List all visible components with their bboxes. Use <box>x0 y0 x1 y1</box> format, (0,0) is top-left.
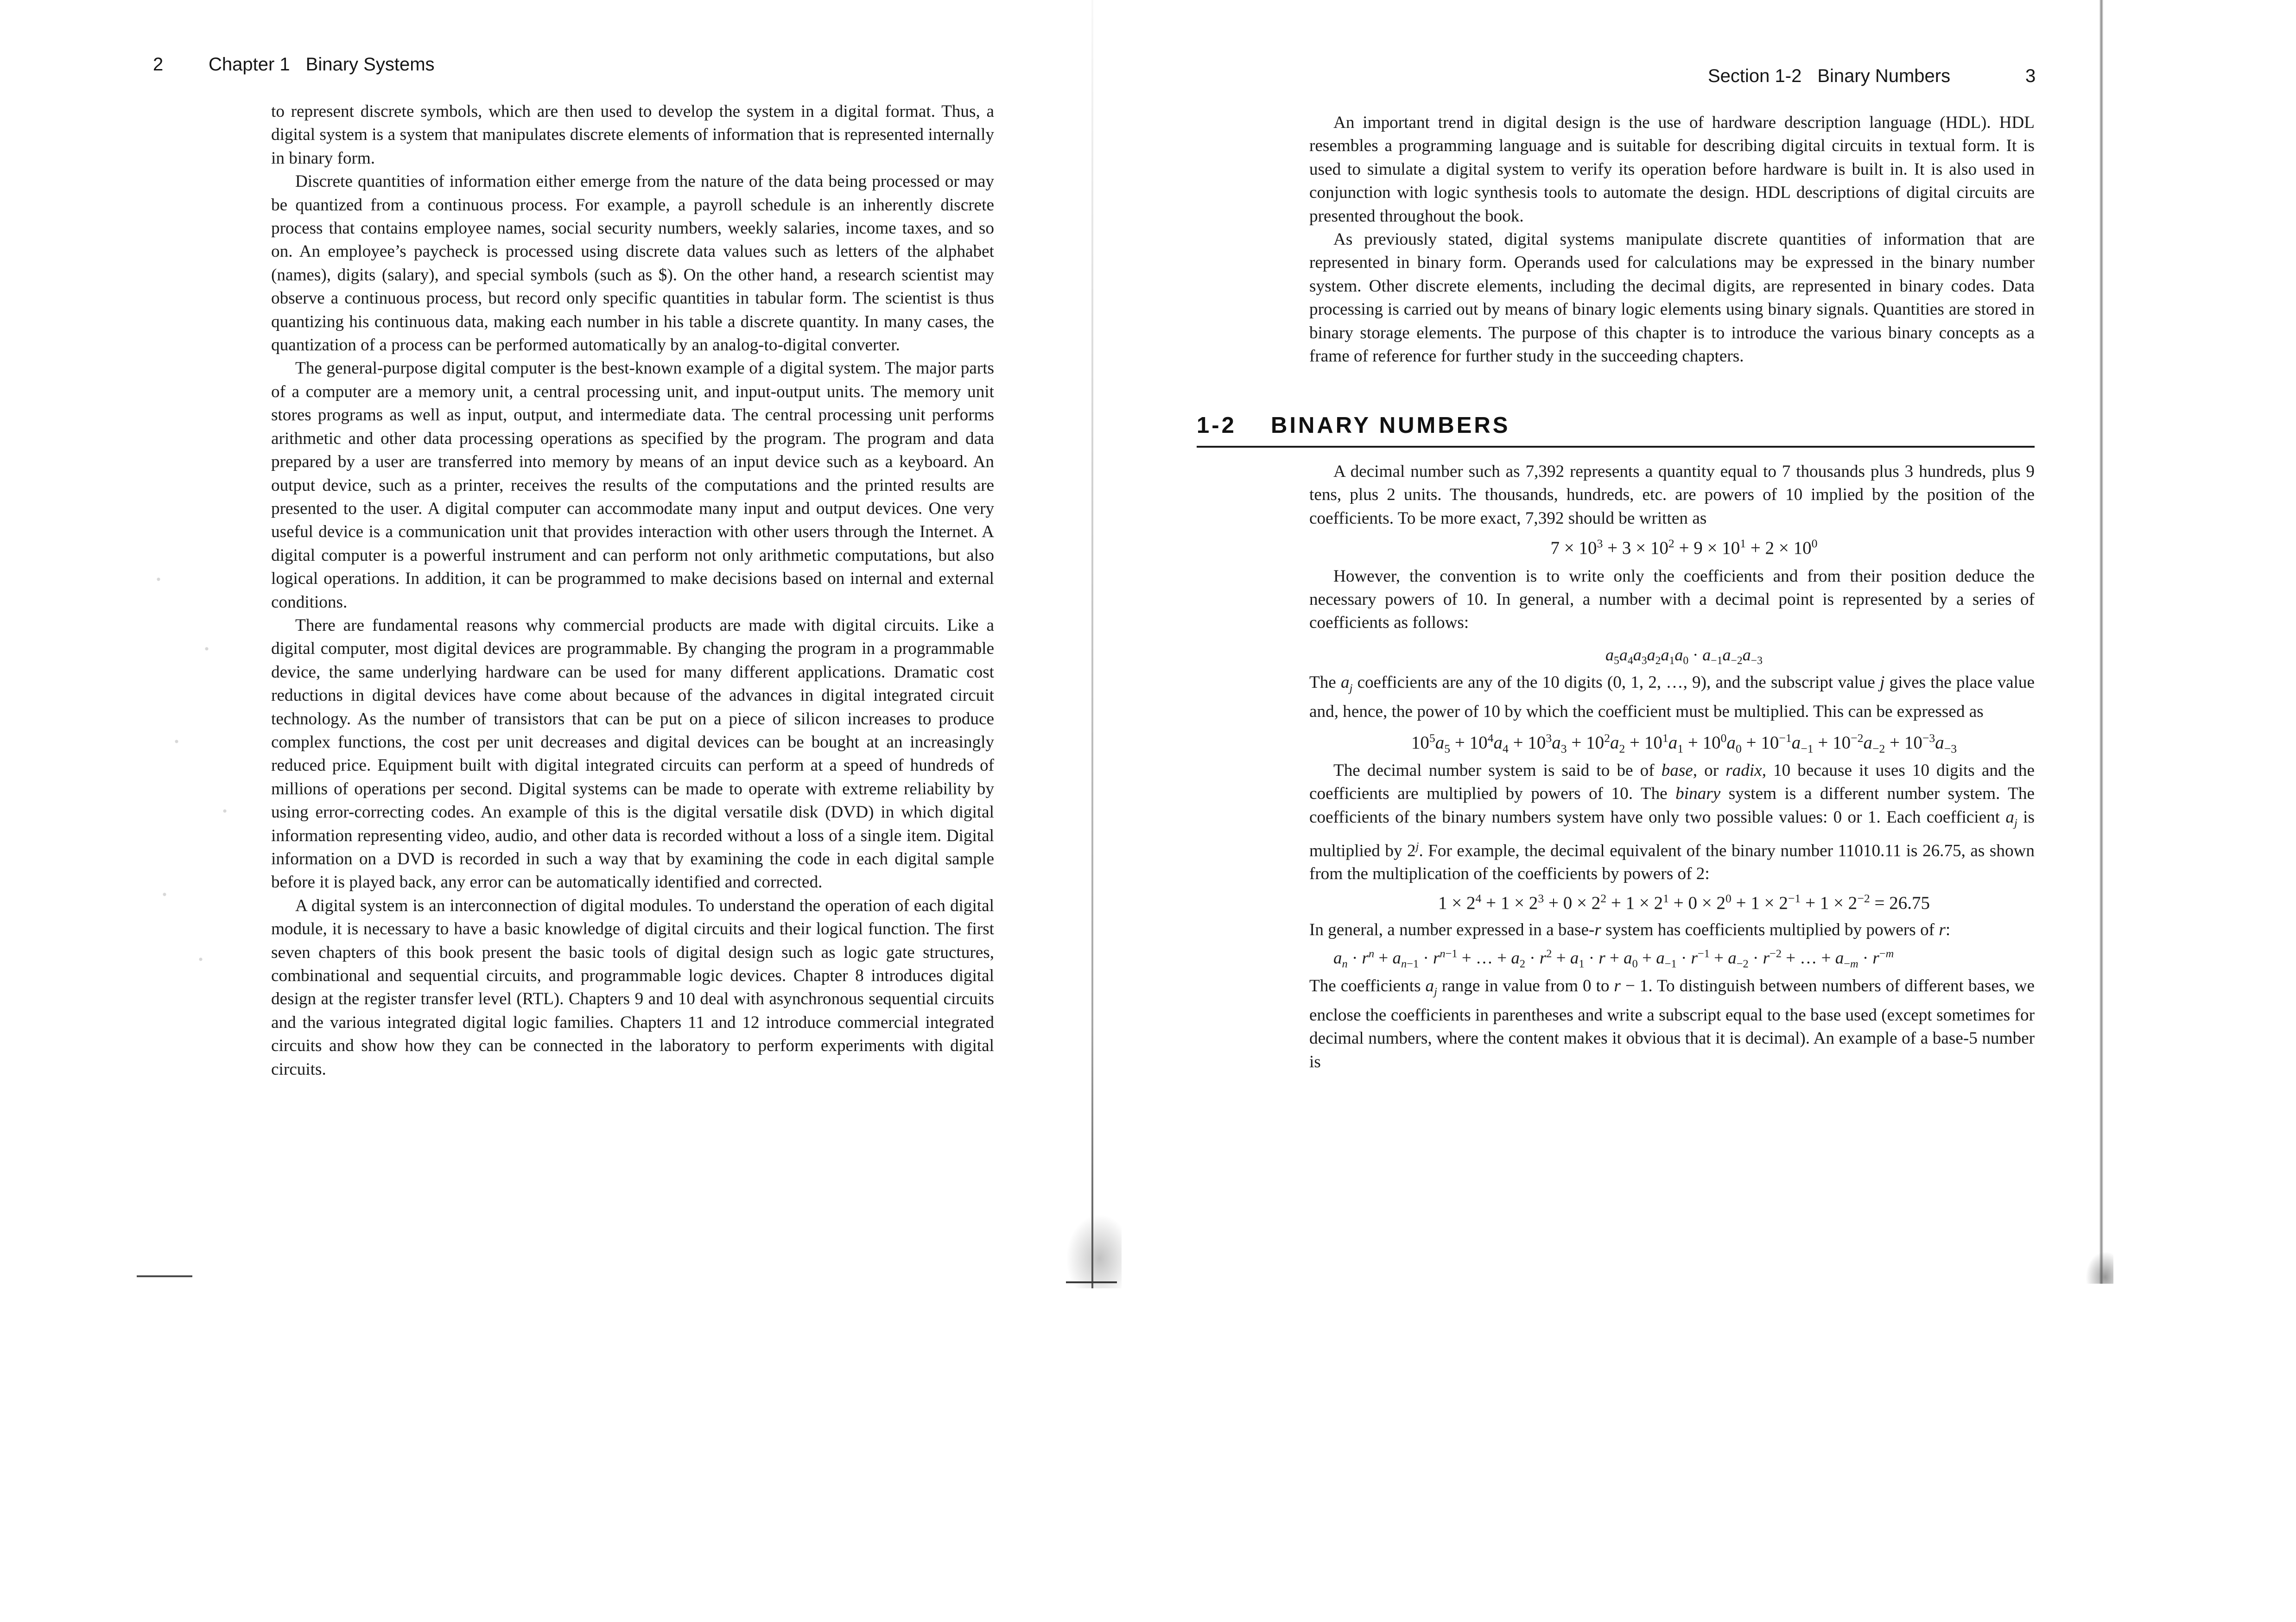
section-number: 1-2 <box>1197 413 1237 438</box>
right-intro-paragraph-1: An important trend in digital design is the use of hardware description language (HDL). HDL resembles a programming language and is suitable for describing digital circuits in textual form. It is used to simulate a digital system to verify its operation before hardware is built in. It is also used in conjunction with logic synthesis tools to automate the design. HDL descriptions of digital circuits are presented throughout the book. <box>1309 113 2035 226</box>
binary-paragraph-5: In general, a number expressed in a base-r system has coefficients multiplied by powers of r: <box>1309 920 1951 940</box>
binary-paragraph-1: A decimal number such as 7,392 represents a quantity equal to 7 thousands plus 3 hundreds, plus 9 tens, plus 2 units. The thousands, hundreds, etc. are powers of 10 implied by the position of the coefficients. To be more exact, 7,392 should be written as <box>1309 462 2035 528</box>
right-edge-corner <box>2086 1251 2113 1284</box>
left-page-body <box>271 100 994 1081</box>
left-paragraph-1: to represent discrete symbols, which are then used to develop the system in a digital format. Thus, a digital system is a system that manipulates discrete elements of information that is represented internally in binary form. <box>271 102 994 168</box>
chapter-label: Chapter 1 <box>209 54 290 75</box>
right-running-head <box>1708 66 1950 87</box>
page-gutter-shadow <box>1091 0 1093 1288</box>
left-paragraph-4: There are fundamental reasons why commercial products are made with digital circuits. Like a digital computer, most digital devices are programmable. By changing the program in a programmable device, the same underlying hardware can be used for many different applications. Dramatic cost reductions in digital devices have come about because of the advances in digital integrated circuit technology. As the number of transistors that can be put on a piece of silicon increases to produce complex functions, the cost per unit decreases and digital devices can be bought at an increasingly reduced price. Equipment built with digital integrated circuits can perform at a speed of hundreds of millions of operations per second. Digital systems can be made to operate with extreme reliability by using error-correcting codes. An example of this is the digital versatile disk (DVD) in which digital information representing video, audio, and other data is recorded without a loss of a single item. Digital information on a DVD is recorded in such a way that by examining the code in each digital sample before it is played back, any error can be automatically identified and corrected. <box>271 615 994 892</box>
binary-paragraph-3: The $a_j$ coefficients are any of the 10 digits (0, 1, 2, …, 9), and the subscript value j gives the place value and, hence, the power of 10 by which the coefficient must be multiplied. This can be expressed as <box>1309 673 2035 722</box>
left-paragraph-2: Discrete quantities of information either emerge from the nature of the data being processed or may be quantized from a continuous process. For example, a payroll schedule is an inherently discrete process that contains employee names, social security numbers, weekly salaries, income taxes, and so on. An employee’s paycheck is processed using discrete data values such as letters of the alphabet (names), digits (salary), and special symbols (such as $). On the other hand, a research scientist may observe a continuous process, but record only specific quantities in tabular form. The scientist is thus quantizing his continuous data, making each number in his table a discrete quantity. In many cases, the quantization of a process can be performed automatically by an analog-to-digital converter. <box>271 172 994 355</box>
left-foot-mark <box>137 1275 192 1277</box>
right-page-number: 3 <box>2025 66 2036 86</box>
binary-numbers-body <box>1309 460 2035 1074</box>
left-running-head <box>209 54 435 75</box>
gutter-foot-mark <box>1066 1281 1117 1283</box>
right-intro-body <box>1309 111 2035 368</box>
left-paragraph-3: The general-purpose digital computer is the best-known example of a digital system. The major parts of a computer are a memory unit, a central processing unit, and input-output units. The memory unit stores programs as well as input, output, and intermediate data. The central processing unit performs arithmetic and other data processing operations as specified by the program. The program and data prepared by a user are transferred into memory by means of an input device such as a keyboard. An output device, such as a printer, receives the results of the computations and the printed results are presented to the user. A digital computer can accommodate many input and output devices. One very useful device is a communication unit that provides interaction with other users through the Internet. A digital computer is a powerful instrument and can perform not only arithmetic computations, but also logical operations. In addition, it can be programmed to make decisions based on internal and external conditions. <box>271 359 994 612</box>
binary-paragraph-6: The coefficients $a_j$ range in value from 0 to r − 1. To distinguish between numbers of different bases, we enclose the coefficients in parentheses and write a subscript equal to the base used (except sometimes for decimal numbers, where the content makes it obvious that it is decimal). An example of a base-5 number is <box>1309 976 2035 1071</box>
binary-paragraph-2: However, the convention is to write only the coefficients and from their position deduce the necessary powers of 10. In general, a number with a decimal point is represented by a series of coefficients as follows: <box>1309 566 2035 633</box>
binary-paragraph-4: The decimal number system is said to be of base, or radix, 10 because it uses 10 digits and the coefficients are multiplied by powers of 10. The binary system is a different number system. The coefficients of the binary numbers system have only two possible values: 0 or 1. Each coefficient $a_j$ is multiplied by 2$^j$. For example, the decimal equivalent of the binary number 11010.11 is 26.75, as shown from the multiplication of the coefficients by powers of 2: <box>1309 760 2035 884</box>
equation-7392: $7 \times 10^3 + 3 \times 10^2 + 9 \times 10^1 + 2 \times 10^0$ <box>1550 537 1818 558</box>
left-margin-specks <box>134 533 255 996</box>
section-label: Section 1-2 <box>1708 66 1802 86</box>
chapter-title: Binary Systems <box>305 54 435 75</box>
right-page-edge <box>2099 0 2103 1284</box>
section-heading <box>1197 409 2035 448</box>
gutter-smudge <box>1066 1214 1122 1288</box>
section-running-title: Binary Numbers <box>1817 66 1951 86</box>
section-title: BINARY NUMBERS <box>1271 413 1510 438</box>
equation-binary-11010-11: $1 \times 2^4 + 1 \times 2^3 + 0 \times 2^2 + 1 \times 2^1 + 0 \times 2^0 + 1 \times 2^{-1} + 1 \times 2^{-2} = 26.75$ <box>1438 891 1930 913</box>
equation-base-r-expansion: $a_n \cdot r^n + a_{n-1} \cdot r^{n-1}$ + … + $a_2 \cdot r^2 + a_1 \cdot r + a_0 + a_{-1} \cdot r^{-1} + a_{-2} \cdot r^{-2}$ + … + $a_{-m} \cdot r^{-m}$ <box>1333 947 1894 970</box>
right-intro-paragraph-2: As previously stated, digital systems manipulate discrete quantities of information that are represented in binary form. Operands used for calculations may be expressed in the binary number system. Other discrete elements, including the decimal digits, are represented in binary codes. Data processing is carried out by means of binary logic elements using binary signals. Quantities are stored in binary storage elements. The purpose of this chapter is to introduce the various binary concepts as a frame of reference for further study in the succeeding chapters. <box>1309 230 2035 366</box>
left-page-number: 2 <box>153 54 164 75</box>
equation-coefficient-series: $a_5a_4a_3a_2a_1a_0 \cdot a_{-1}a_{-2}a_{-3}$ <box>1605 645 1763 667</box>
left-paragraph-5: A digital system is an interconnection of digital modules. To understand the operation of each digital module, it is necessary to have a basic knowledge of digital circuits and their logical function. The first seven chapters of this book present the basic tools of digital design such as logic gate structures, combinational and sequential circuits, and programmable logic devices. Chapter 8 introduces digital design at the register transfer level (RTL). Chapters 9 and 10 deal with asynchronous sequential circuits and the various integrated digital logic families. Chapters 11 and 12 introduce commercial integrated circuits and show how they can be connected in the laboratory to perform experiments with digital circuits. <box>271 896 994 1079</box>
equation-powers-of-ten: $10^5a_5 + 10^4a_4 + 10^3a_3 + 10^2a_2 + 10^1a_1 + 10^0a_0 + 10^{-1}a_{-1} + 10^{-2}a_{-2} + 10^{-3}a_{-3}$ <box>1411 731 1957 755</box>
